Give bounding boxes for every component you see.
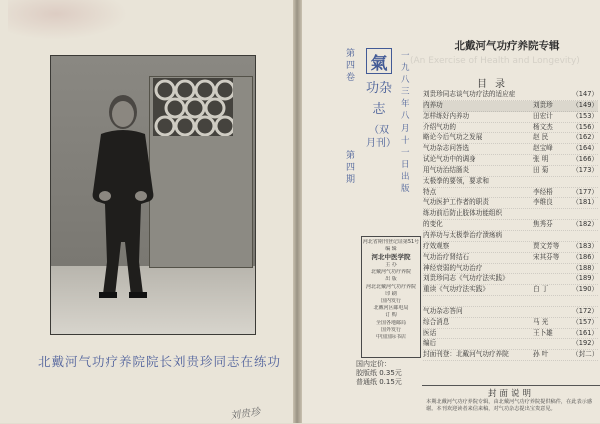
toc-author: 李经梧: [533, 187, 553, 196]
toc-page: （186）: [572, 252, 598, 261]
toc-title: 目录: [477, 79, 513, 90]
qigong-logo: 氣: [366, 48, 392, 74]
toc-author: 李维良: [533, 198, 553, 207]
toc-title-text: 刘贵珍同志谈气功疗法的适应症: [423, 90, 516, 98]
toc-page: （190）: [572, 285, 598, 294]
toc-author: 贾文芳等: [533, 241, 560, 250]
toc-title-text: 气功治疗肾结石: [423, 252, 470, 261]
toc-author: 田 菊: [533, 165, 549, 174]
toc-page: （182）: [572, 220, 598, 229]
toc-title-text: 介绍气功的: [423, 122, 456, 131]
toc-row: [423, 188, 598, 199]
toc-row: [423, 123, 598, 134]
toc-title-text: 神经衰弱的气功治疗: [423, 263, 483, 272]
toc-row: [423, 155, 598, 166]
special-issue-header: 北戴河气功疗养院专辑: [454, 40, 560, 52]
toc-title-text: 用气功治结肠炎: [423, 165, 470, 174]
toc-title-text: 刘贵珍同志《气功疗法实践》: [423, 274, 509, 283]
toc-author: 马 光: [533, 317, 549, 326]
toc-page: （153）: [572, 111, 598, 120]
toc-row: [423, 274, 598, 285]
reg-line: 河北省期刊登记证第51号: [362, 239, 420, 245]
toc-author: 王卜雄: [533, 328, 553, 337]
toc-page: （164）: [572, 144, 598, 153]
toc-title-text: 特点: [423, 187, 437, 196]
toc-title-text: 试论气功中的调身: [423, 155, 476, 164]
toc-row: [423, 209, 598, 220]
reg-line: 出 版: [385, 276, 397, 283]
toc-page: （177）: [572, 187, 598, 196]
toc-row: [423, 133, 598, 144]
toc-author: 孙 叶: [533, 350, 549, 359]
reg-line: 印 刷: [385, 290, 397, 297]
lattice-window: [153, 78, 233, 136]
toc-title-text: 内养功: [423, 100, 443, 109]
photo-caption: 北戴河气功疗养院院长刘贵珍同志在练功: [38, 354, 282, 369]
toc-row: [423, 112, 598, 123]
toc-row: [423, 307, 598, 318]
toc-title-text: 太极拳的要领，要求和: [423, 176, 489, 185]
issue-label: 第四期: [346, 151, 356, 185]
handwritten-signature: 刘贵珍: [229, 406, 261, 423]
price-line: 国内定价：: [356, 360, 391, 368]
toc-row: [423, 90, 598, 101]
toc-page: （161）: [572, 328, 598, 337]
toc-page: （147）: [572, 90, 598, 98]
toc-title-text: 医话: [423, 328, 437, 337]
toc-page: （166）: [572, 155, 598, 164]
toc-page: （156）: [572, 122, 598, 131]
toc-title-text: 怎样练好内养功: [423, 111, 470, 120]
toc-page: （173）: [572, 165, 598, 174]
toc-row: [423, 144, 598, 155]
toc-title-text: 编后: [423, 339, 437, 348]
toc-title-text: 练功前后防止肢体功能组织: [423, 209, 503, 218]
toc-title-text: 的变化: [423, 220, 443, 229]
toc-title-text: 疗效观察: [423, 241, 450, 250]
reg-line: 河北中医学院: [371, 253, 411, 262]
toc-author: 杨文杰: [533, 122, 553, 131]
toc-title-text: 略论今后气功之发展: [423, 133, 483, 142]
notice-text: 本期北戴河气功疗养院专辑，由北戴河气功疗养院提供稿件，在此表示感谢。本刊欢迎读者来信来稿，对气功杂志提出宝贵意见。: [426, 399, 593, 412]
toc-author: 赵宝峰: [533, 144, 553, 153]
toc-row: [423, 318, 598, 329]
toc-author: 宋其芬等: [533, 252, 560, 261]
reg-line: 订 购: [385, 312, 397, 319]
toc-row: [423, 242, 598, 253]
toc-row: [423, 177, 598, 188]
toc-title-text: 气功杂志答问: [423, 306, 463, 315]
toc-title-text: 综合消息: [423, 317, 450, 326]
toc-author: 张 明: [533, 155, 549, 164]
toc-title-text: 气功杂志问答选: [423, 144, 470, 153]
bimonthly-label: （双月刊）: [366, 125, 396, 149]
toc-row: [423, 253, 598, 264]
toc-page: （192）: [572, 339, 598, 348]
toc-title-text: 内养功与太极拳治疗溃疡病: [423, 230, 503, 239]
toc-row: [423, 264, 598, 275]
toc-page: （封二）: [572, 350, 599, 359]
toc-row: [423, 166, 598, 177]
toc-author: 刘贵珍: [533, 100, 553, 109]
cover-notice: [422, 385, 600, 424]
toc-row: [423, 296, 598, 307]
reg-line: 编 辑: [385, 246, 397, 253]
registration-box: [361, 236, 421, 358]
toc-page: （181）: [572, 198, 598, 207]
toc-page: （183）: [572, 241, 598, 250]
toc-page: （188）: [572, 263, 598, 272]
price-line: 胶版纸 0.35元: [356, 369, 402, 377]
toc-row: [423, 339, 598, 350]
reg-line: 中国国际书店: [375, 333, 406, 340]
toc-row: [423, 231, 598, 242]
toc-author: 田宏计: [533, 111, 553, 120]
stain: [8, 0, 128, 40]
toc-page: （162）: [572, 133, 598, 142]
toc-row: [423, 350, 598, 361]
price-line: 普通纸 0.15元: [356, 378, 402, 386]
reg-line: 国内发行: [380, 297, 401, 304]
toc-page: （149）: [572, 100, 598, 109]
volume-label: 第四卷: [346, 49, 356, 83]
toc-row: [423, 220, 598, 231]
toc-row: [423, 285, 598, 296]
man-figure: [81, 92, 165, 302]
toc-page: （157）: [572, 317, 598, 326]
notice-title: 封面说明: [487, 389, 534, 399]
toc-title-text: 封面刊登：北戴河气功疗养院: [423, 350, 509, 359]
reg-line: 全国各地邮局: [375, 319, 406, 326]
bleed-through-text: (An Exercise of Health and Longevity): [410, 56, 580, 66]
reg-line: 主 办: [385, 261, 397, 268]
reg-line: 国外发行: [380, 326, 401, 333]
reg-line: 北戴河区邮电局: [373, 305, 409, 312]
publication-date: 一九八三年八月十一日出版: [401, 51, 410, 195]
toc-author: 白 丁: [533, 285, 549, 294]
toc-author: 赵 民: [533, 133, 549, 142]
table-of-contents: [423, 90, 598, 361]
reg-line: 河北北戴河气功疗养院: [365, 283, 416, 290]
portrait-photo: [50, 55, 256, 335]
toc-author: 焦秀芬: [533, 220, 553, 229]
magazine-name: 功杂志: [366, 81, 393, 117]
binding-gutter: [293, 0, 302, 423]
price-block: [356, 360, 446, 387]
toc-page: （172）: [572, 306, 598, 315]
left-page: [0, 0, 293, 423]
right-page: [302, 0, 600, 423]
toc-title-text: 气功医护工作者的职责: [423, 198, 489, 207]
toc-row: [423, 198, 598, 209]
toc-row: [423, 101, 598, 112]
toc-row: [423, 329, 598, 340]
toc-page: （189）: [572, 274, 598, 283]
toc-title-text: 重读《气功疗法实践》: [423, 285, 489, 294]
reg-line: 北戴河气功疗养院: [370, 269, 411, 276]
